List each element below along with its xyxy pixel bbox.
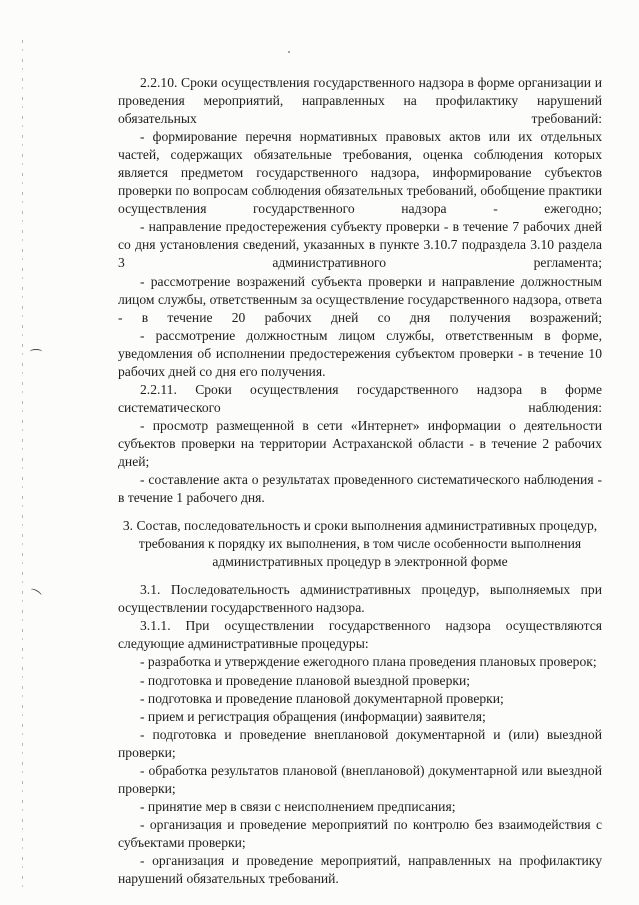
list-item: - просмотр размещенной в сети «Интернет» информации о деятельности субъектов проверки на территории Астраханской области - в течение 2 рабочих дней; [118,417,602,469]
margin-pen-mark [30,349,42,354]
list-item: - формирование перечня нормативных правовых актов или их отдельных частей, содержащих обязательные требования, оценка соблюдения которых является предметом государственного надзора, информирование субъектов проверки по вопросам соблюдения обязательных требований, обобщение практики осуществления государственного надзора - ежегодно; [118,129,602,217]
spacer [118,507,602,517]
list-item: - составление акта о результатах проведенного систематического наблюдения - в течение 1 рабочего дня. [118,472,602,506]
list-item: - организация и проведение мероприятий по контролю без взаимодействия с субъектами проверки; [118,816,602,850]
list-item: - принятие мер в связи с неисполнением предписания; [140,798,456,814]
list-item: - обработка результатов плановой (внеплановой) документарной или выездной проверки; [118,762,602,796]
list-item: - подготовка и проведение плановой выездной проверки; [140,672,471,688]
list-item: - организация и проведение мероприятий, направленных на профилактику нарушений обязательных требований. [118,852,602,887]
scan-speck [288,51,290,53]
document-body [118,74,602,888]
list-item: - подготовка и проведение внеплановой документарной и (или) выездной проверки; [118,726,602,760]
list-item: - рассмотрение возражений субъекта проверки и направление должностным лицом службы, ответственным за осуществление государственного надзора, ответа - в течение 20 рабочих дней со дня получения возражений; [118,273,602,325]
list-item: - прием и регистрация обращения (информации) заявителя; [140,708,486,724]
spacer [118,571,602,581]
paragraph-2-2-11: 2.2.11. Сроки осуществления государственного надзора в форме систематического наблюдения: [118,381,602,415]
list-item: - подготовка и проведение плановой документарной проверки; [140,690,504,706]
margin-pen-mark [30,587,43,597]
paragraph-2-2-10: 2.2.10. Сроки осуществления государственного надзора в форме организации и проведения мероприятий, направленных на профилактику нарушений обязательных требований: [118,75,602,127]
list-item: - разработка и утверждение ежегодного плана проведения плановых проверок; [140,654,597,670]
list-item: - направление предостережения субъекту проверки - в течение 7 рабочих дней со дня установления сведений, указанных в пункте 3.10.7 подраздела 3.10 раздела 3 административного регламента; [118,219,602,271]
paragraph-3-1-1: 3.1.1. При осуществлении государственного надзора осуществляются следующие административные процедуры: [118,618,602,652]
section-heading: 3. Состав, последовательность и сроки выполнения административных процедур, требования к порядку их выполнения, в том числе особенности выполнения административных процедур в электронной форме [122,518,598,570]
paragraph-3-1: 3.1. Последовательность административных процедур, выполняемых при осуществлении государственного надзора. [118,582,602,616]
scan-binding-edge [22,40,23,890]
list-item: - рассмотрение должностным лицом службы, ответственным в форме, уведомления об исполнении предостережения субъектом проверки - в течение 10 рабочих дней со дня его получения. [118,327,602,379]
